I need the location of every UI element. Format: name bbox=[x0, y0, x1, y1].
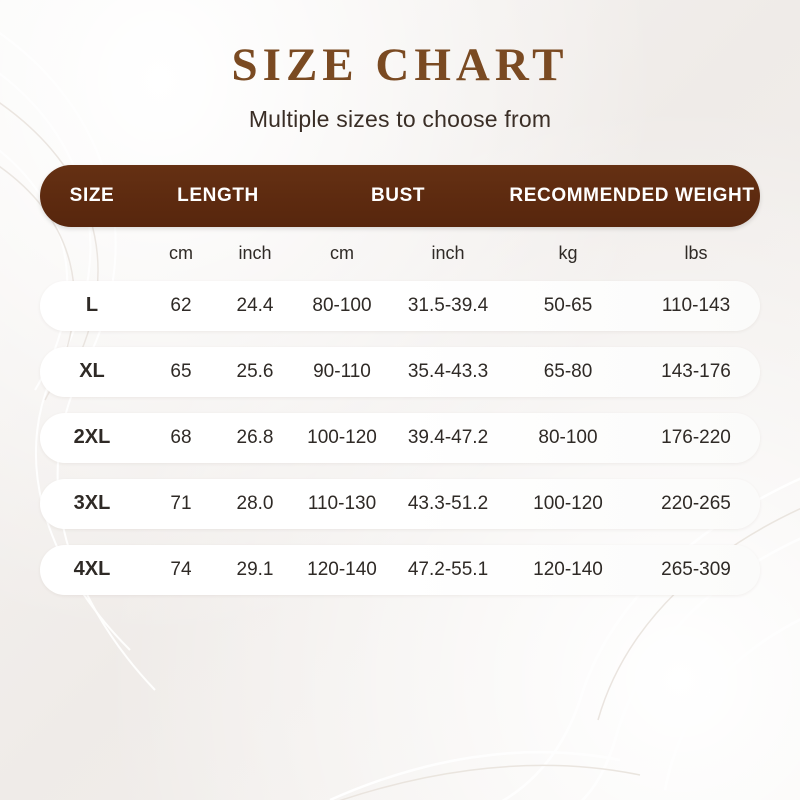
cell-length-inch: 28.0 bbox=[236, 492, 274, 514]
cell-length-inch: 25.6 bbox=[236, 360, 274, 382]
unit-weight-kg: kg bbox=[558, 243, 578, 264]
header-length: LENGTH bbox=[177, 184, 259, 206]
cell-weight-kg: 50-65 bbox=[543, 294, 593, 316]
cell-weight-lbs: 265-309 bbox=[661, 558, 731, 580]
size-chart-table bbox=[40, 165, 760, 595]
cell-bust-cm: 110-130 bbox=[307, 492, 377, 514]
cell-size: 2XL bbox=[73, 426, 111, 449]
cell-bust-cm: 90-110 bbox=[313, 360, 371, 382]
header-recommended-weight: RECOMMENDED WEIGHT bbox=[509, 184, 755, 206]
cell-size: 4XL bbox=[73, 558, 111, 581]
cell-bust-cm: 120-140 bbox=[307, 558, 377, 580]
page-title: SIZE CHART bbox=[231, 39, 569, 91]
cell-bust-inch: 39.4-47.2 bbox=[407, 426, 489, 448]
cell-bust-inch: 43.3-51.2 bbox=[407, 492, 489, 514]
cell-length-inch: 24.4 bbox=[236, 294, 274, 316]
unit-length-inch: inch bbox=[238, 243, 272, 264]
cell-weight-lbs: 176-220 bbox=[661, 426, 731, 448]
cell-size: XL bbox=[79, 360, 105, 383]
header-size: SIZE bbox=[69, 184, 115, 206]
cell-bust-cm: 100-120 bbox=[307, 426, 377, 448]
table-row bbox=[40, 281, 760, 331]
cell-weight-lbs: 143-176 bbox=[661, 360, 731, 382]
cell-bust-cm: 80-100 bbox=[312, 294, 372, 316]
table-row bbox=[40, 347, 760, 397]
cell-weight-kg: 80-100 bbox=[538, 426, 598, 448]
unit-length-cm: cm bbox=[169, 243, 193, 264]
unit-bust-inch: inch bbox=[431, 243, 465, 264]
header-bust: BUST bbox=[370, 184, 426, 206]
cell-length-cm: 62 bbox=[170, 294, 192, 316]
chart-header bbox=[0, 0, 800, 133]
page-subtitle: Multiple sizes to choose from bbox=[248, 105, 552, 132]
cell-size: L bbox=[85, 294, 99, 317]
table-row bbox=[40, 545, 760, 595]
cell-weight-kg: 65-80 bbox=[543, 360, 593, 382]
table-row bbox=[40, 479, 760, 529]
table-unit-row bbox=[40, 227, 760, 281]
cell-length-cm: 68 bbox=[170, 426, 192, 448]
cell-length-cm: 65 bbox=[170, 360, 192, 382]
unit-weight-lbs: lbs bbox=[684, 243, 708, 264]
table-row bbox=[40, 413, 760, 463]
cell-length-cm: 74 bbox=[170, 558, 192, 580]
cell-length-inch: 26.8 bbox=[236, 426, 274, 448]
cell-length-cm: 71 bbox=[170, 492, 192, 514]
cell-bust-inch: 35.4-43.3 bbox=[407, 360, 489, 382]
cell-bust-inch: 47.2-55.1 bbox=[407, 558, 489, 580]
table-header-row bbox=[40, 165, 760, 227]
cell-size: 3XL bbox=[73, 492, 111, 515]
unit-bust-cm: cm bbox=[330, 243, 354, 264]
cell-weight-kg: 120-140 bbox=[533, 558, 603, 580]
cell-length-inch: 29.1 bbox=[236, 558, 274, 580]
cell-weight-lbs: 220-265 bbox=[661, 492, 731, 514]
cell-bust-inch: 31.5-39.4 bbox=[407, 294, 489, 316]
cell-weight-lbs: 110-143 bbox=[661, 294, 731, 316]
cell-weight-kg: 100-120 bbox=[533, 492, 603, 514]
